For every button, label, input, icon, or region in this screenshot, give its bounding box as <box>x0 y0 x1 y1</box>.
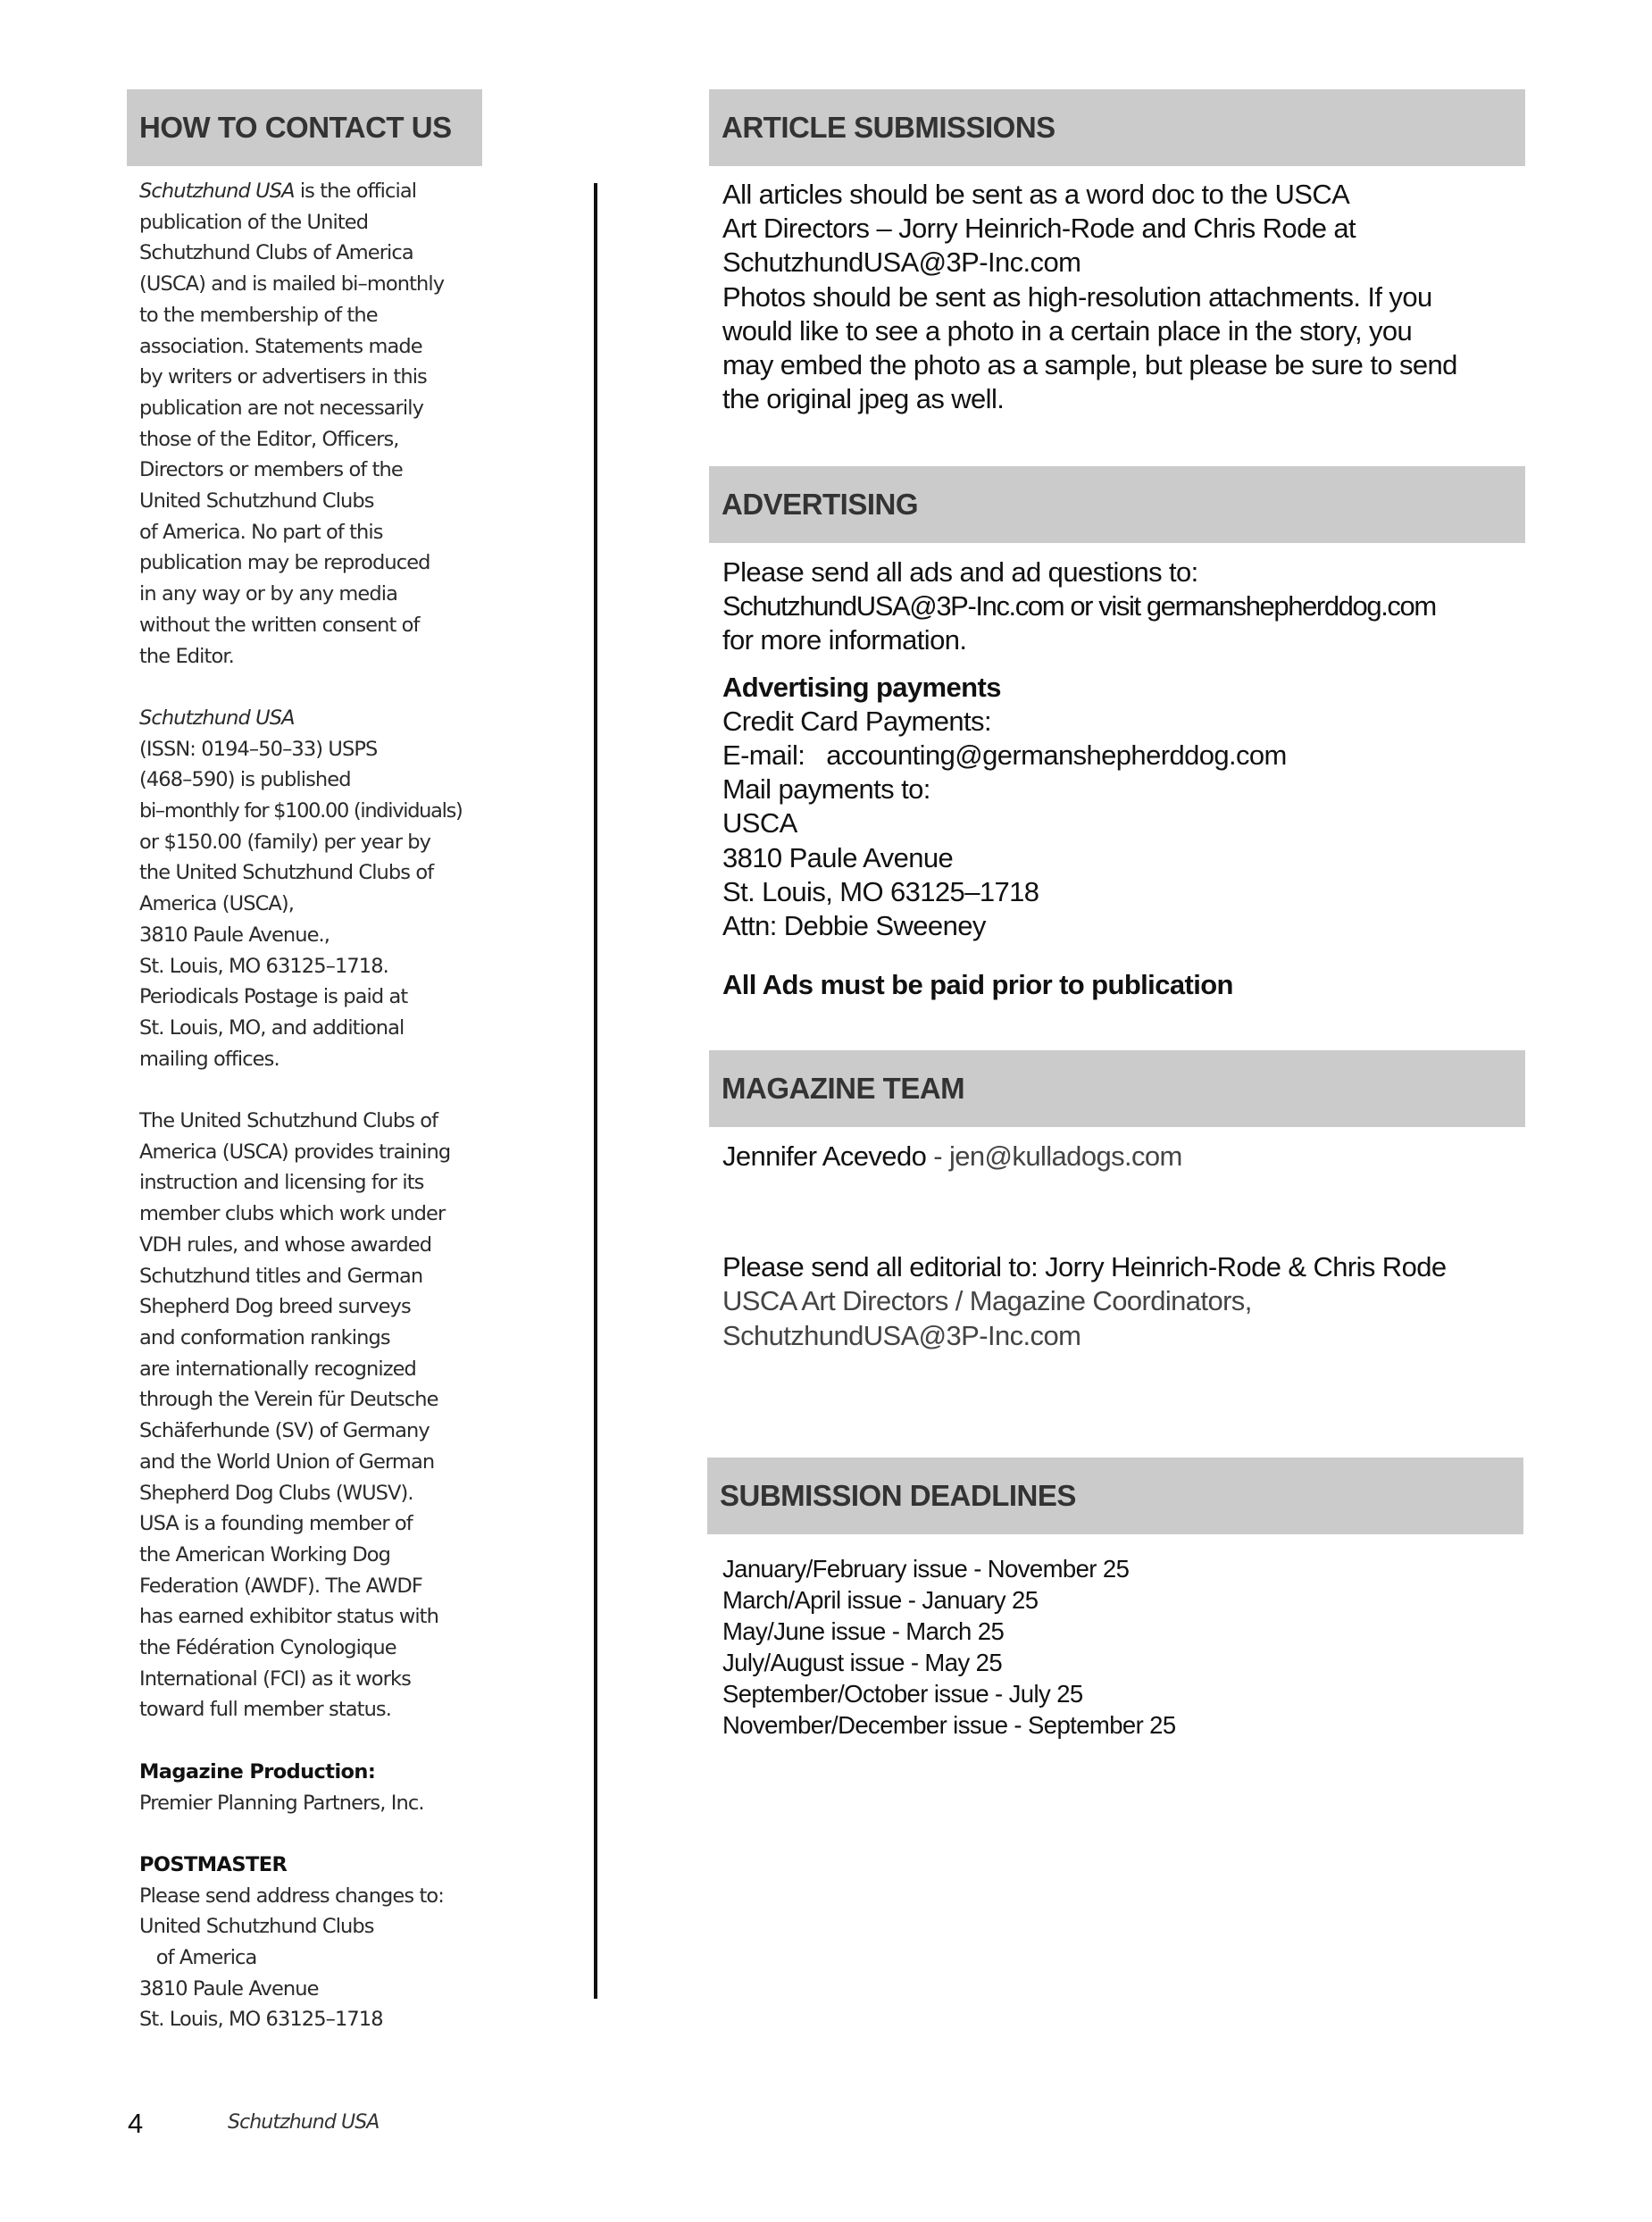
advertising-header: ADVERTISING <box>709 466 1525 543</box>
text-line: The United Schutzhund Clubs of <box>139 1109 438 1133</box>
member-separator: - <box>926 1140 949 1172</box>
text-line: are internationally recognized <box>139 1357 416 1381</box>
text-line: of America. No part of this <box>139 520 383 544</box>
footer-publication-name: Schutzhund USA <box>228 2111 380 2134</box>
publication-name: Schutzhund USA <box>139 706 295 730</box>
text-line: St. Louis, MO 63125–1718 <box>139 2008 383 2032</box>
how-to-contact-header: HOW TO CONTACT US <box>127 89 482 166</box>
text-line: America (USCA) provides training <box>139 1140 451 1164</box>
text-line: Attn: Debbie Sweeney <box>722 910 986 942</box>
email-link[interactable]: SchutzhundUSA@3P-Inc.com <box>722 246 1081 279</box>
text-line: Photos should be sent as high-resolution attachments. If you <box>722 280 1432 313</box>
text-line: Schutzhund titles and German <box>139 1264 423 1288</box>
deadline-item: November/December issue - September 25 <box>722 1710 1176 1739</box>
text-line: publication are not necessarily <box>139 396 423 420</box>
text-line: Schäferhunde (SV) of Germany <box>139 1419 430 1443</box>
text-line: St. Louis, MO 63125–1718 <box>722 875 1039 907</box>
text-line: has earned exhibitor status with <box>139 1605 438 1629</box>
article-submissions-header: ARTICLE SUBMISSIONS <box>709 89 1525 166</box>
text-line: may embed the photo as a sample, but please be sure to send <box>722 349 1457 381</box>
text-line: those of the Editor, Officers, <box>139 427 399 451</box>
text-line: association. Statements made <box>139 334 422 358</box>
deadline-item: July/August issue - May 25 <box>722 1648 1003 1676</box>
text-line: USCA <box>722 807 797 840</box>
text-line: without the written consent of <box>139 613 420 637</box>
email-link[interactable]: E-mail: accounting@germanshepherddog.com <box>722 739 1287 772</box>
text-line: through the Verein für Deutsche <box>139 1388 438 1412</box>
text-span: is the official <box>294 180 417 203</box>
magazine-team-header: MAGAZINE TEAM <box>709 1050 1525 1127</box>
text-line: toward full member status. <box>139 1698 391 1722</box>
text-line: mailing offices. <box>139 1047 280 1071</box>
text-line: for more information. <box>722 624 967 656</box>
column-divider <box>594 183 597 1999</box>
text-line: United Schutzhund Clubs <box>139 1915 374 1939</box>
deadline-item: March/April issue - January 25 <box>722 1585 1039 1614</box>
editorial-line: Please send all editorial to: Jorry Heinrich-Rode & Chris Rode <box>722 1251 1447 1283</box>
text-line: and the World Union of German <box>139 1449 435 1474</box>
usca-description <box>139 1106 488 1725</box>
text-line: Shepherd Dog Clubs (WUSV). <box>139 1481 413 1505</box>
text-line <box>139 176 488 207</box>
text-line: the original jpeg as well. <box>722 383 1005 415</box>
text-line: the American Working Dog <box>139 1542 390 1566</box>
text-line: of America <box>139 1946 257 1970</box>
text-line: 3810 Paule Avenue <box>139 1976 319 2001</box>
text-line: St. Louis, MO 63125–1718. <box>139 954 388 978</box>
deadlines-list <box>722 1554 1526 1741</box>
deadline-item: September/October issue - July 25 <box>722 1679 1083 1708</box>
text-line: Schutzhund Clubs of America <box>139 241 413 265</box>
text-line: Please send all ads and ad questions to: <box>722 556 1198 588</box>
payment-notice: All Ads must be paid prior to publication <box>722 969 1233 1001</box>
advertising-payments-label: Advertising payments <box>722 671 1001 703</box>
text-line: Federation (AWDF). The AWDF <box>139 1574 422 1598</box>
text-line: the Editor. <box>139 644 234 668</box>
issn-statement <box>139 703 488 1074</box>
text-line: 3810 Paule Avenue <box>722 841 954 873</box>
magazine-production <box>139 1757 488 1818</box>
text-line: United Schutzhund Clubs <box>139 489 374 514</box>
submission-deadlines-header: SUBMISSION DEADLINES <box>707 1458 1523 1534</box>
text-line: Periodicals Postage is paid at <box>139 985 408 1009</box>
publication-statement <box>139 176 488 672</box>
text-line: member clubs which work under <box>139 1202 446 1226</box>
text-line: Mail payments to: <box>722 773 930 806</box>
text-line: (468–590) is published <box>139 768 351 792</box>
text-line: or $150.00 (family) per year by <box>139 830 431 854</box>
text-line: Shepherd Dog breed surveys <box>139 1295 411 1319</box>
text-line: 3810 Paule Avenue., <box>139 923 330 947</box>
postmaster-info <box>139 1850 488 2035</box>
text-line: publication may be reproduced <box>139 551 430 575</box>
text-line: Please send address changes to: <box>139 1884 444 1908</box>
text-line: SchutzhundUSA@3P-Inc.com or visit germanshepherddog.com <box>722 590 1436 622</box>
member-name: Jennifer Acevedo <box>722 1140 927 1172</box>
text-line: Credit Card Payments: <box>722 705 991 737</box>
text-line: Directors or members of the <box>139 458 403 482</box>
editorial-role: USCA Art Directors / Magazine Coordinators, <box>722 1285 1252 1317</box>
text-line: in any way or by any media <box>139 582 397 606</box>
text-line: instruction and licensing for its <box>139 1171 424 1195</box>
magazine-team-body <box>722 1140 1526 1353</box>
text-line: (ISSN: 0194–50–33) USPS <box>139 737 378 761</box>
text-line: and conformation rankings <box>139 1325 390 1349</box>
production-label: Magazine Production: <box>139 1759 376 1783</box>
text-line: International (FCI) as it works <box>139 1666 411 1691</box>
production-value: Premier Planning Partners, Inc. <box>139 1791 424 1815</box>
text-line: VDH rules, and whose awarded <box>139 1232 432 1257</box>
text-line: to the membership of the <box>139 303 378 327</box>
text-line: the United Schutzhund Clubs of <box>139 861 434 885</box>
text-line: bi–monthly for $100.00 (individuals) <box>139 799 463 823</box>
text-line: (USCA) and is mailed bi–monthly <box>139 272 445 297</box>
text-line: would like to see a photo in a certain place in the story, you <box>722 314 1413 347</box>
text-line: America (USCA), <box>139 892 295 916</box>
text-line: All articles should be sent as a word doc to the USCA <box>722 179 1350 210</box>
text-line: by writers or advertisers in this <box>139 365 427 389</box>
contact-info-column <box>139 176 488 2035</box>
text-line: Art Directors – Jorry Heinrich-Rode and Chris Rode at <box>722 213 1356 245</box>
deadline-item: May/June issue - March 25 <box>722 1616 1005 1645</box>
team-member <box>722 1140 1526 1174</box>
postmaster-label: POSTMASTER <box>139 1852 288 1876</box>
text-line: the Fédération Cynologique <box>139 1636 396 1660</box>
advertising-body <box>722 556 1526 1002</box>
editorial-email-link[interactable]: SchutzhundUSA@3P-Inc.com <box>722 1319 1081 1351</box>
text-line: USA is a founding member of <box>139 1512 413 1536</box>
text-line: St. Louis, MO, and additional <box>139 1015 405 1040</box>
page-number: 4 <box>128 2108 144 2139</box>
article-submissions-body <box>722 178 1526 416</box>
publication-name: Schutzhund USA <box>139 180 295 203</box>
text-line: publication of the United <box>139 210 369 234</box>
deadline-item: January/February issue - November 25 <box>722 1555 1130 1583</box>
member-email-link[interactable]: jen@kulladogs.com <box>948 1140 1182 1172</box>
